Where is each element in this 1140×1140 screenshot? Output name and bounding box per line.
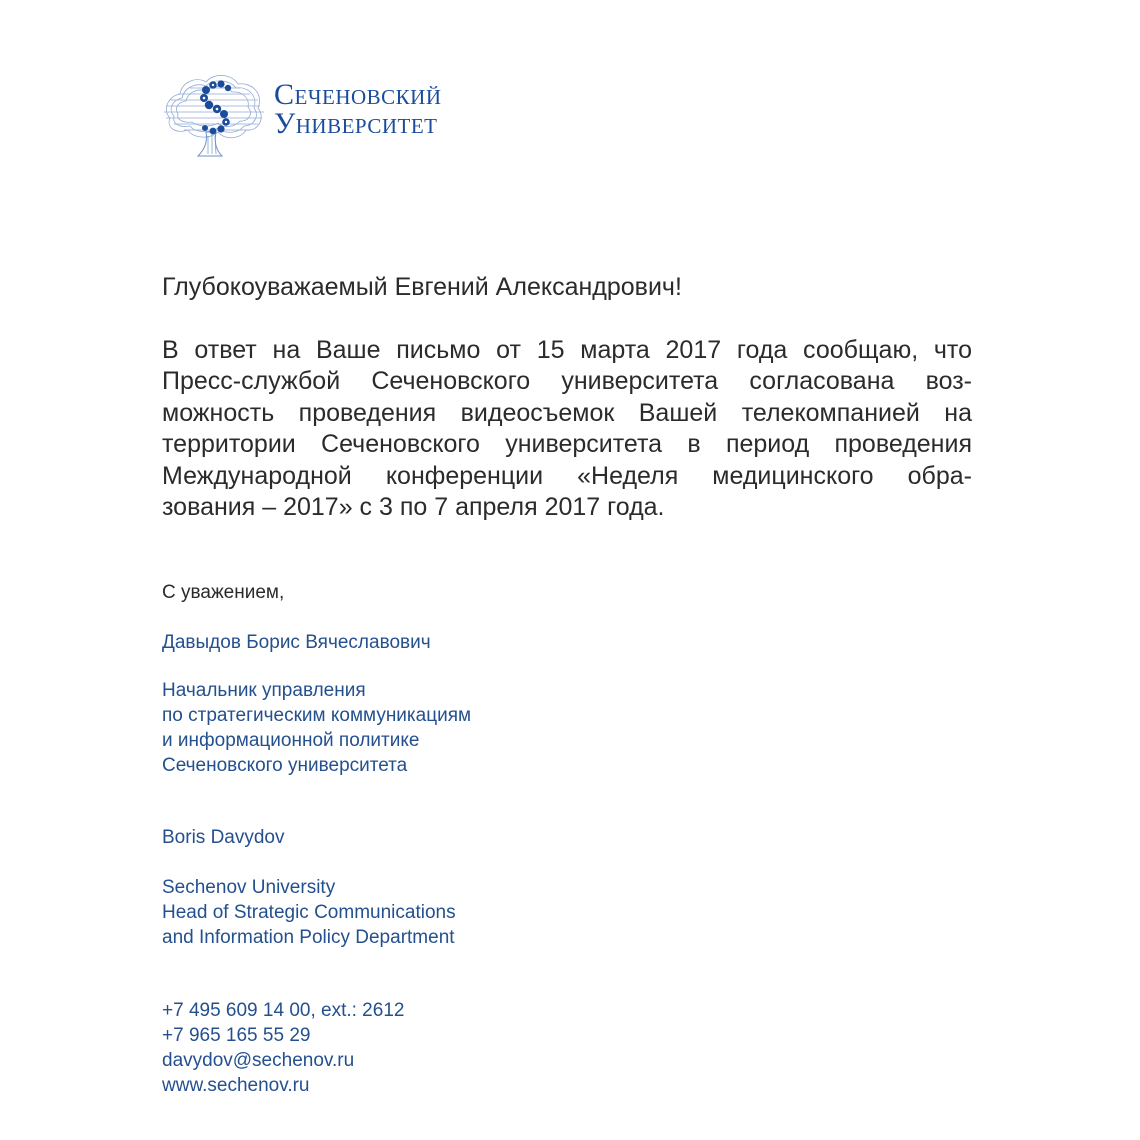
signatory-title-en	[162, 875, 456, 950]
logo-line-1: Сеченовский	[274, 78, 442, 111]
tree-emblem-icon	[160, 70, 268, 160]
title-line: по стратегическим коммуникациям	[162, 705, 472, 726]
title-line: Сеченовского университета	[162, 755, 408, 776]
website-link[interactable]: www.sechenov.ru	[162, 1075, 310, 1096]
title-line: Sechenov University	[162, 877, 336, 898]
contact-info	[162, 998, 404, 1098]
title-line: Head of Strategic Communications	[162, 902, 456, 923]
title-line: Начальник управления	[162, 680, 366, 701]
body-line: Пресс-службой Сеченовского университета согласована воз-	[162, 367, 972, 396]
signatory-name-en: Boris Davydov	[162, 827, 285, 848]
body-line: Международной конференции «Неделя медицинского обра-	[162, 461, 972, 490]
greeting: Глубокоуважаемый Евгений Александрович!	[162, 273, 682, 301]
title-line: и информационной политике	[162, 730, 420, 751]
letter-body	[162, 335, 972, 523]
email-link[interactable]: davydov@sechenov.ru	[162, 1050, 355, 1071]
signatory-name-ru: Давыдов Борис Вячеславович	[162, 632, 431, 653]
logo-line-2: Университет	[274, 107, 438, 140]
office-phone: +7 495 609 14 00, ext.: 2612	[162, 1000, 405, 1021]
closing: С уважением,	[162, 582, 285, 603]
mobile-phone: +7 965 165 55 29	[162, 1025, 311, 1046]
logo-wordmark	[274, 80, 442, 138]
body-line: В ответ на Ваше письмо от 15 марта 2017 года сообщаю, что	[162, 336, 972, 364]
body-line: зования – 2017» с 3 по 7 апреля 2017 года.	[162, 493, 665, 522]
body-line: территории Сеченовского университета в период проведения	[162, 430, 972, 459]
university-logo	[160, 70, 500, 160]
signatory-title-ru	[162, 678, 471, 778]
body-line: можность проведения видеосъемок Вашей телекомпанией на	[162, 398, 972, 427]
title-line: and Information Policy Department	[162, 927, 455, 948]
